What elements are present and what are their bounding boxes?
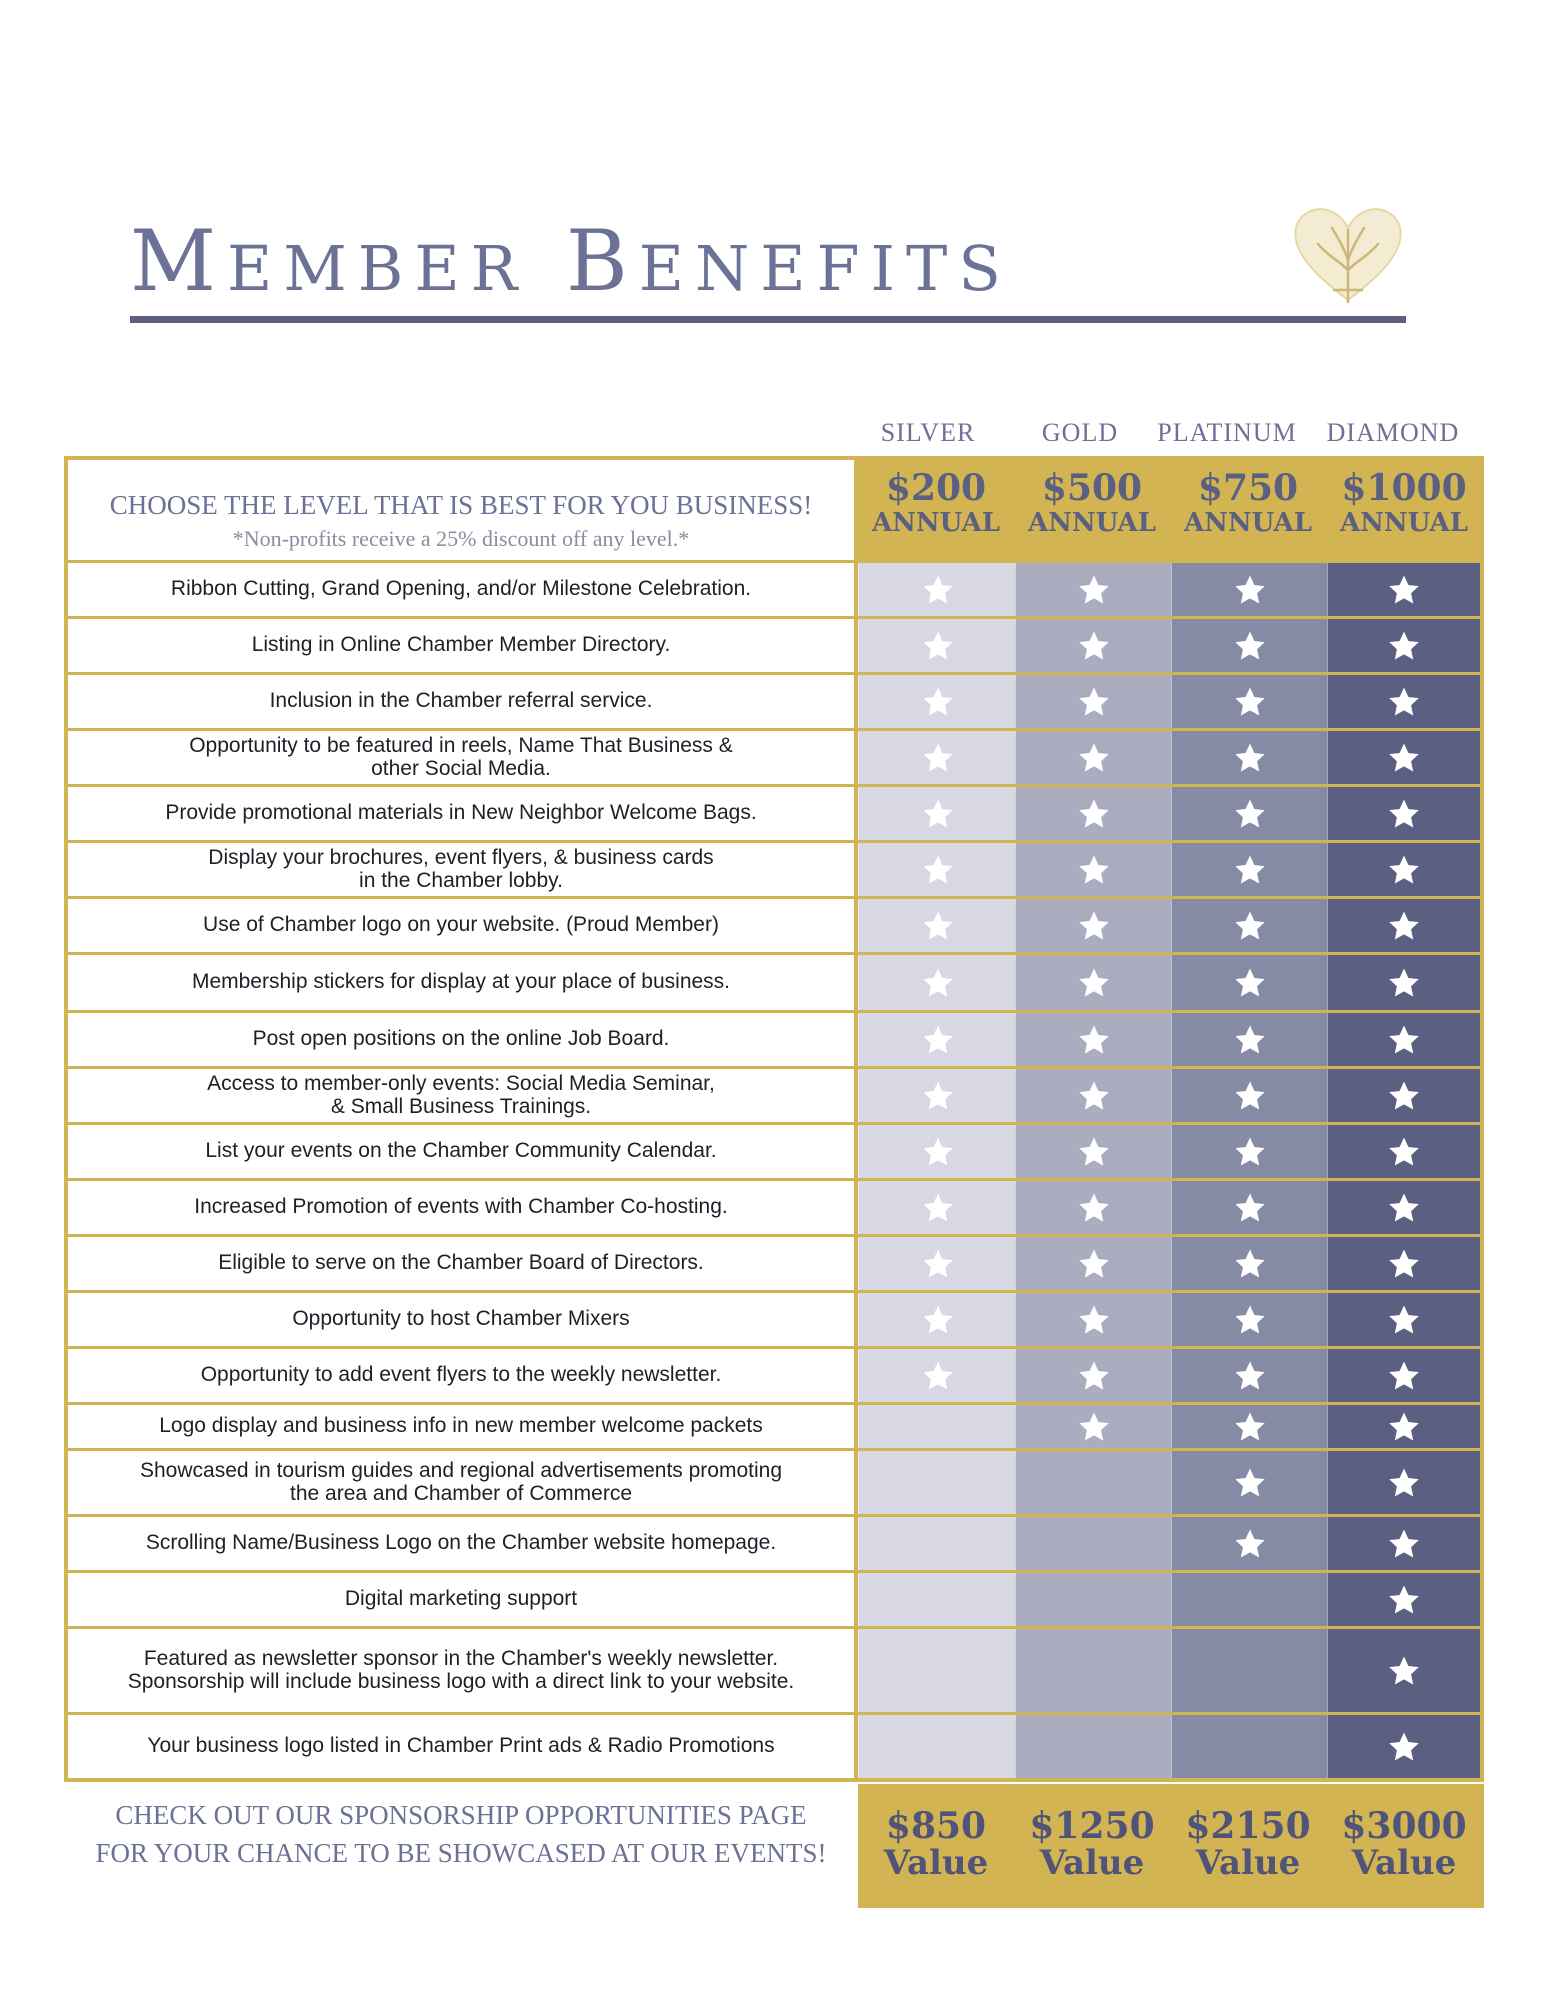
star-icon [1233, 1191, 1267, 1225]
benefit-cell-platinum [1171, 1181, 1328, 1234]
price-period: ANNUAL [1339, 508, 1469, 538]
price-amount: $200 [885, 467, 987, 509]
benefit-cell-platinum [1171, 787, 1328, 840]
benefit-cell-platinum [1171, 955, 1328, 1010]
benefit-cell-diamond [1327, 675, 1484, 728]
value-label: Value [1039, 1843, 1145, 1883]
value-amount: $2150 [1185, 1805, 1311, 1847]
benefit-label: Provide promotional materials in New Neighbor Welcome Bags. [64, 787, 858, 840]
price-amount: $1000 [1341, 467, 1467, 509]
star-icon [921, 1191, 955, 1225]
benefit-cell-diamond [1327, 1181, 1484, 1234]
benefit-cell-silver [858, 899, 1016, 952]
value-gold [1014, 1805, 1170, 1883]
benefit-cell-platinum [1171, 731, 1328, 784]
benefit-cell-silver [858, 1013, 1016, 1066]
star-icon [921, 797, 955, 831]
star-icon [1233, 966, 1267, 1000]
benefit-cell-diamond [1327, 1013, 1484, 1066]
benefit-row [64, 1010, 1484, 1066]
benefit-cell-silver [858, 1517, 1016, 1570]
benefit-cell-platinum [1171, 1451, 1328, 1514]
benefit-row [64, 1570, 1484, 1626]
star-icon [1233, 685, 1267, 719]
star-icon [921, 685, 955, 719]
benefit-cell-platinum [1171, 563, 1328, 616]
benefit-cell-diamond [1327, 1517, 1484, 1570]
benefit-cell-gold [1015, 563, 1172, 616]
benefit-cell-diamond [1327, 1715, 1484, 1778]
level-heading-gold: GOLD [1041, 418, 1119, 447]
sponsorship-callout-line: FOR YOUR CHANCE TO BE SHOWCASED AT OUR EVENTS! [95, 1838, 827, 1868]
benefit-cell-platinum [1171, 1237, 1328, 1290]
benefit-label: Membership stickers for display at your place of business. [64, 955, 858, 1010]
star-icon [1077, 1023, 1111, 1057]
star-icon [921, 853, 955, 887]
benefit-cell-diamond [1327, 1629, 1484, 1712]
value-diamond [1326, 1805, 1482, 1883]
benefit-label: Your business logo listed in Chamber Print ads & Radio Promotions [64, 1715, 858, 1778]
star-icon [1387, 685, 1421, 719]
benefit-cell-silver [858, 787, 1016, 840]
tree-heart-logo [1288, 200, 1408, 310]
star-icon [1233, 741, 1267, 775]
price-platinum [1170, 467, 1326, 538]
benefit-cell-silver [858, 1405, 1016, 1448]
benefit-cell-gold [1015, 899, 1172, 952]
benefit-cell-gold [1015, 731, 1172, 784]
star-icon [1233, 1527, 1267, 1561]
benefit-cell-diamond [1327, 731, 1484, 784]
benefit-row [64, 560, 1484, 616]
price-header [858, 456, 1484, 560]
star-icon [1077, 685, 1111, 719]
benefit-cell-platinum [1171, 675, 1328, 728]
benefit-row [64, 784, 1484, 840]
value-silver [858, 1805, 1014, 1883]
star-icon [1387, 1527, 1421, 1561]
star-icon [921, 1135, 955, 1169]
star-icon [1077, 1191, 1111, 1225]
title-initial: B [565, 212, 639, 310]
star-icon [1077, 909, 1111, 943]
benefit-label: Digital marketing support [64, 1573, 858, 1626]
price-gold [1014, 467, 1170, 538]
benefit-cell-platinum [1171, 1349, 1328, 1402]
benefit-row [64, 840, 1484, 896]
benefit-row [64, 896, 1484, 952]
benefit-cell-diamond [1327, 563, 1484, 616]
benefit-row [64, 1448, 1484, 1514]
benefit-cell-gold [1015, 1013, 1172, 1066]
benefit-cell-silver [858, 1451, 1016, 1514]
level-heading-platinum: PLATINUM [1157, 418, 1297, 447]
benefit-cell-silver [858, 731, 1016, 784]
benefit-label: Increased Promotion of events with Chamber Co-hosting. [64, 1181, 858, 1234]
benefit-label: Access to member-only events: Social Media Seminar, & Small Business Trainings. [64, 1069, 858, 1122]
benefit-cell-gold [1015, 1293, 1172, 1346]
star-icon [1233, 853, 1267, 887]
star-icon [1387, 1583, 1421, 1617]
benefit-row [64, 1712, 1484, 1782]
title-underline [130, 316, 1406, 323]
star-icon [1387, 1466, 1421, 1500]
benefit-row [64, 672, 1484, 728]
star-icon [921, 629, 955, 663]
benefit-label: Ribbon Cutting, Grand Opening, and/or Milestone Celebration. [64, 563, 858, 616]
price-silver [858, 467, 1014, 538]
benefit-cell-silver [858, 563, 1016, 616]
benefit-row [64, 1178, 1484, 1234]
star-icon [1233, 629, 1267, 663]
star-icon [1077, 741, 1111, 775]
star-icon [921, 909, 955, 943]
value-label: Value [1351, 1843, 1457, 1883]
benefit-cell-diamond [1327, 1293, 1484, 1346]
star-icon [1077, 1135, 1111, 1169]
benefit-cell-platinum [1171, 1125, 1328, 1178]
star-icon [1387, 629, 1421, 663]
benefit-cell-diamond [1327, 1349, 1484, 1402]
star-icon [1233, 1303, 1267, 1337]
star-icon [1233, 797, 1267, 831]
choose-level-heading: CHOOSE THE LEVEL THAT IS BEST FOR YOU BUSINESS! [109, 490, 813, 520]
star-icon [1233, 1023, 1267, 1057]
benefit-row [64, 952, 1484, 1010]
star-icon [1387, 1191, 1421, 1225]
benefit-cell-platinum [1171, 1715, 1328, 1778]
benefit-cell-diamond [1327, 899, 1484, 952]
benefit-cell-diamond [1327, 955, 1484, 1010]
price-period: ANNUAL [871, 508, 1001, 538]
star-icon [1387, 1730, 1421, 1764]
price-amount: $750 [1197, 467, 1299, 509]
benefit-cell-gold [1015, 1237, 1172, 1290]
benefit-cell-gold [1015, 843, 1172, 896]
star-icon [1077, 797, 1111, 831]
star-icon [1233, 1359, 1267, 1393]
star-icon [921, 1359, 955, 1393]
star-icon [921, 1079, 955, 1113]
benefit-cell-silver [858, 843, 1016, 896]
benefit-cell-silver [858, 619, 1016, 672]
benefit-row [64, 1290, 1484, 1346]
benefit-row [64, 1514, 1484, 1570]
benefit-cell-silver [858, 1715, 1016, 1778]
benefit-row [64, 1234, 1484, 1290]
star-icon [1387, 1410, 1421, 1444]
value-amount: $1250 [1029, 1805, 1155, 1847]
benefit-cell-silver [858, 1069, 1016, 1122]
benefit-cell-silver [858, 1349, 1016, 1402]
price-period: ANNUAL [1183, 508, 1313, 538]
star-icon [1387, 1359, 1421, 1393]
star-icon [1077, 1247, 1111, 1281]
benefit-label: Logo display and business info in new member welcome packets [64, 1405, 858, 1448]
benefit-cell-diamond [1327, 843, 1484, 896]
benefit-cell-diamond [1327, 787, 1484, 840]
benefit-cell-diamond [1327, 1573, 1484, 1626]
benefit-label: Opportunity to add event flyers to the weekly newsletter. [64, 1349, 858, 1402]
benefit-label: Opportunity to host Chamber Mixers [64, 1293, 858, 1346]
benefit-row [64, 616, 1484, 672]
star-icon [921, 1303, 955, 1337]
star-icon [921, 741, 955, 775]
nonprofit-discount-note: *Non-profits receive a 25% discount off any level.* [232, 526, 690, 551]
benefit-cell-silver [858, 1125, 1016, 1178]
benefit-cell-diamond [1327, 619, 1484, 672]
benefit-row [64, 1066, 1484, 1122]
intro-cell [64, 456, 858, 560]
star-icon [1077, 853, 1111, 887]
benefit-row [64, 1402, 1484, 1448]
star-icon [1387, 1303, 1421, 1337]
benefit-cell-silver [858, 1573, 1016, 1626]
star-icon [1387, 573, 1421, 607]
benefit-cell-gold [1015, 1573, 1172, 1626]
benefit-cell-gold [1015, 1405, 1172, 1448]
benefit-cell-silver [858, 1237, 1016, 1290]
benefit-label: Featured as newsletter sponsor in the Chamber's weekly newsletter. Sponsorship will include business logo with a direct link to your website. [64, 1629, 858, 1712]
star-icon [921, 573, 955, 607]
benefit-cell-platinum [1171, 899, 1328, 952]
star-icon [1387, 909, 1421, 943]
benefit-row [64, 1122, 1484, 1178]
benefit-cell-gold [1015, 675, 1172, 728]
benefit-row [64, 1626, 1484, 1712]
star-icon [1233, 1079, 1267, 1113]
title-initial: M [130, 212, 228, 310]
value-platinum [1170, 1805, 1326, 1883]
benefit-label: Listing in Online Chamber Member Directory. [64, 619, 858, 672]
benefit-label: Post open positions on the online Job Board. [64, 1013, 858, 1066]
benefit-cell-platinum [1171, 619, 1328, 672]
star-icon [1077, 1303, 1111, 1337]
star-icon [1077, 573, 1111, 607]
star-icon [1387, 853, 1421, 887]
value-amount: $850 [885, 1805, 987, 1847]
benefit-cell-gold [1015, 955, 1172, 1010]
benefit-row [64, 728, 1484, 784]
star-icon [1387, 1079, 1421, 1113]
star-icon [921, 1247, 955, 1281]
benefit-label: Use of Chamber logo on your website. (Proud Member) [64, 899, 858, 952]
title-rest: EMBER [227, 232, 529, 305]
benefit-cell-gold [1015, 787, 1172, 840]
sponsorship-callout [64, 1796, 858, 1872]
price-diamond [1326, 467, 1482, 538]
star-icon [1387, 1023, 1421, 1057]
benefit-cell-gold [1015, 1349, 1172, 1402]
benefit-cell-diamond [1327, 1405, 1484, 1448]
star-icon [1387, 797, 1421, 831]
benefit-label: Showcased in tourism guides and regional advertisements promoting the area and Chamber of Commerce [64, 1451, 858, 1514]
page-title [130, 212, 1012, 310]
star-icon [1233, 573, 1267, 607]
benefit-label: Eligible to serve on the Chamber Board of Directors. [64, 1237, 858, 1290]
benefit-cell-silver [858, 955, 1016, 1010]
benefit-cell-gold [1015, 1069, 1172, 1122]
benefit-cell-diamond [1327, 1451, 1484, 1514]
benefit-cell-silver [858, 1181, 1016, 1234]
level-heading-silver: SILVER [880, 418, 976, 447]
value-label: Value [883, 1843, 989, 1883]
star-icon [1233, 1135, 1267, 1169]
benefit-cell-platinum [1171, 1293, 1328, 1346]
benefit-cell-platinum [1171, 1013, 1328, 1066]
star-icon [1077, 1079, 1111, 1113]
star-icon [1233, 1410, 1267, 1444]
value-footer [858, 1784, 1484, 1908]
star-icon [1387, 1654, 1421, 1688]
price-amount: $500 [1041, 467, 1143, 509]
benefit-cell-gold [1015, 1517, 1172, 1570]
star-icon [1233, 1247, 1267, 1281]
star-icon [1387, 1247, 1421, 1281]
star-icon [921, 1023, 955, 1057]
benefit-cell-platinum [1171, 1405, 1328, 1448]
star-icon [1233, 1466, 1267, 1500]
benefit-cell-diamond [1327, 1237, 1484, 1290]
benefit-cell-gold [1015, 1125, 1172, 1178]
benefit-cell-gold [1015, 1715, 1172, 1778]
benefit-label: Display your brochures, event flyers, & business cards in the Chamber lobby. [64, 843, 858, 896]
benefit-cell-platinum [1171, 843, 1328, 896]
benefits-table [64, 560, 1484, 1782]
star-icon [1077, 1359, 1111, 1393]
title-rest: ENEFITS [638, 232, 1012, 305]
benefit-cell-gold [1015, 1629, 1172, 1712]
star-icon [1387, 741, 1421, 775]
star-icon [1387, 1135, 1421, 1169]
star-icon [921, 966, 955, 1000]
benefit-label: Scrolling Name/Business Logo on the Chamber website homepage. [64, 1517, 858, 1570]
star-icon [1233, 909, 1267, 943]
benefit-cell-silver [858, 1629, 1016, 1712]
sponsorship-callout-line: CHECK OUT OUR SPONSORSHIP OPPORTUNITIES PAGE [115, 1800, 807, 1830]
star-icon [1387, 966, 1421, 1000]
benefit-cell-gold [1015, 1451, 1172, 1514]
benefit-row [64, 1346, 1484, 1402]
benefit-cell-silver [858, 675, 1016, 728]
star-icon [1077, 629, 1111, 663]
star-icon [1077, 966, 1111, 1000]
benefit-cell-platinum [1171, 1573, 1328, 1626]
benefit-cell-platinum [1171, 1517, 1328, 1570]
value-amount: $3000 [1341, 1805, 1467, 1847]
benefit-cell-diamond [1327, 1125, 1484, 1178]
benefit-label: List your events on the Chamber Community Calendar. [64, 1125, 858, 1178]
level-heading-diamond: DIAMOND [1326, 418, 1460, 447]
star-icon [1077, 1410, 1111, 1444]
benefit-cell-gold [1015, 1181, 1172, 1234]
benefit-label: Opportunity to be featured in reels, Name That Business & other Social Media. [64, 731, 858, 784]
benefit-cell-platinum [1171, 1629, 1328, 1712]
benefit-label: Inclusion in the Chamber referral service. [64, 675, 858, 728]
benefit-cell-gold [1015, 619, 1172, 672]
price-period: ANNUAL [1027, 508, 1157, 538]
benefit-cell-diamond [1327, 1069, 1484, 1122]
value-label: Value [1195, 1843, 1301, 1883]
benefit-cell-silver [858, 1293, 1016, 1346]
benefit-cell-platinum [1171, 1069, 1328, 1122]
